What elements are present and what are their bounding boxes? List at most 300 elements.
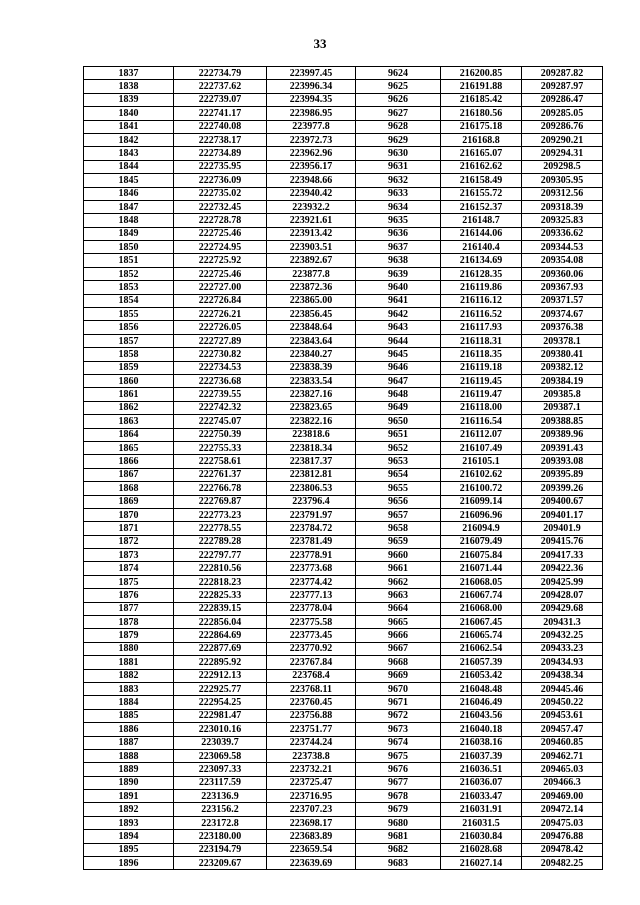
table-cell: 223921.61 <box>267 214 356 227</box>
table-cell: 9645 <box>356 348 441 361</box>
table-cell: 9673 <box>356 723 441 736</box>
table-cell: 223823.65 <box>267 401 356 414</box>
table-cell: 9625 <box>356 80 441 93</box>
table-cell: 1881 <box>84 656 174 669</box>
table-row <box>84 709 603 722</box>
table-cell: 216128.35 <box>441 267 522 280</box>
table-cell: 216119.86 <box>441 281 522 294</box>
table-cell: 209401.9 <box>522 522 603 535</box>
table-cell: 216067.74 <box>441 589 522 602</box>
table-cell: 1896 <box>84 857 174 870</box>
table-cell: 209453.61 <box>522 709 603 722</box>
table-cell: 209286.76 <box>522 120 603 133</box>
table-cell: 222742.32 <box>174 401 267 414</box>
table-cell: 223172.8 <box>174 816 267 829</box>
table-cell: 223097.33 <box>174 763 267 776</box>
table-cell: 209475.03 <box>522 816 603 829</box>
table-cell: 223768.11 <box>267 682 356 695</box>
table-cell: 9635 <box>356 214 441 227</box>
table-cell: 9658 <box>356 522 441 535</box>
table-cell: 216148.7 <box>441 214 522 227</box>
table-cell: 9630 <box>356 147 441 160</box>
table-cell: 1842 <box>84 133 174 146</box>
table-row <box>84 348 603 361</box>
table-cell: 1861 <box>84 388 174 401</box>
table-row <box>84 682 603 695</box>
table-cell: 209432.25 <box>522 629 603 642</box>
table-cell: 216033.47 <box>441 790 522 803</box>
table-cell: 1895 <box>84 843 174 856</box>
table-cell: 223848.64 <box>267 321 356 334</box>
table-cell: 9674 <box>356 736 441 749</box>
table-cell: 9659 <box>356 535 441 548</box>
table-cell: 209298.5 <box>522 160 603 173</box>
table-cell: 216031.5 <box>441 816 522 829</box>
table-cell: 9640 <box>356 281 441 294</box>
table-cell: 209286.47 <box>522 93 603 106</box>
table-row <box>84 602 603 615</box>
table-cell: 209371.57 <box>522 294 603 307</box>
table-cell: 223940.42 <box>267 187 356 200</box>
table-cell: 209422.36 <box>522 562 603 575</box>
table-cell: 1864 <box>84 428 174 441</box>
table-cell: 1890 <box>84 776 174 789</box>
table-cell: 223773.68 <box>267 562 356 575</box>
table-cell: 216037.39 <box>441 749 522 762</box>
table-cell: 209385.8 <box>522 388 603 401</box>
table-row <box>84 174 603 187</box>
table-cell: 9642 <box>356 308 441 321</box>
table-cell: 223812.81 <box>267 468 356 481</box>
table-cell: 222727.89 <box>174 334 267 347</box>
table-cell: 209476.88 <box>522 830 603 843</box>
table-cell: 1862 <box>84 401 174 414</box>
table-row <box>84 830 603 843</box>
table-cell: 209382.12 <box>522 361 603 374</box>
table-cell: 216068.05 <box>441 575 522 588</box>
table-cell: 9682 <box>356 843 441 856</box>
table-cell: 1872 <box>84 535 174 548</box>
table-row <box>84 321 603 334</box>
table-row <box>84 80 603 93</box>
table-cell: 1848 <box>84 214 174 227</box>
table-cell: 223136.9 <box>174 790 267 803</box>
table-cell: 223707.23 <box>267 803 356 816</box>
table-cell: 216031.91 <box>441 803 522 816</box>
table-cell: 1856 <box>84 321 174 334</box>
table-cell: 209367.93 <box>522 281 603 294</box>
table-cell: 222856.04 <box>174 616 267 629</box>
table-cell: 223806.53 <box>267 482 356 495</box>
table-cell: 209344.53 <box>522 241 603 254</box>
table-cell: 216038.16 <box>441 736 522 749</box>
table-cell: 223117.59 <box>174 776 267 789</box>
table-cell: 1855 <box>84 308 174 321</box>
table-cell: 216119.47 <box>441 388 522 401</box>
table-cell: 9683 <box>356 857 441 870</box>
table-cell: 209384.19 <box>522 374 603 387</box>
table-cell: 9636 <box>356 227 441 240</box>
table-row <box>84 120 603 133</box>
table-cell: 1843 <box>84 147 174 160</box>
table-cell: 216027.14 <box>441 857 522 870</box>
table-cell: 9661 <box>356 562 441 575</box>
table-row <box>84 214 603 227</box>
table-cell: 1849 <box>84 227 174 240</box>
table-cell: 9629 <box>356 133 441 146</box>
table-cell: 222727.00 <box>174 281 267 294</box>
table-row <box>84 696 603 709</box>
table-cell: 1871 <box>84 522 174 535</box>
table-cell: 223639.69 <box>267 857 356 870</box>
table-cell: 216079.49 <box>441 535 522 548</box>
table-cell: 209378.1 <box>522 334 603 347</box>
table-cell: 209325.83 <box>522 214 603 227</box>
table-cell: 222745.07 <box>174 415 267 428</box>
table-cell: 9643 <box>356 321 441 334</box>
table-cell: 223751.77 <box>267 723 356 736</box>
table-cell: 1846 <box>84 187 174 200</box>
table-row <box>84 763 603 776</box>
table-cell: 209472.14 <box>522 803 603 816</box>
table-cell: 1884 <box>84 696 174 709</box>
table-cell: 216036.07 <box>441 776 522 789</box>
table-row <box>84 160 603 173</box>
table-cell: 222912.13 <box>174 669 267 682</box>
table-cell: 209374.67 <box>522 308 603 321</box>
table-cell: 223996.34 <box>267 80 356 93</box>
table-cell: 209290.21 <box>522 133 603 146</box>
table-cell: 222925.77 <box>174 682 267 695</box>
table-cell: 209285.05 <box>522 107 603 120</box>
table-row <box>84 776 603 789</box>
table-cell: 9654 <box>356 468 441 481</box>
table-cell: 9637 <box>356 241 441 254</box>
table-cell: 216118.00 <box>441 401 522 414</box>
table-cell: 216048.48 <box>441 682 522 695</box>
table-cell: 222734.53 <box>174 361 267 374</box>
table-cell: 216200.85 <box>441 67 522 80</box>
table-cell: 216096.96 <box>441 508 522 521</box>
table-cell: 9641 <box>356 294 441 307</box>
table-cell: 222728.78 <box>174 214 267 227</box>
table-cell: 222825.33 <box>174 589 267 602</box>
table-cell: 216030.84 <box>441 830 522 843</box>
table-row <box>84 374 603 387</box>
table-cell: 9670 <box>356 682 441 695</box>
table-row <box>84 749 603 762</box>
table-cell: 223659.54 <box>267 843 356 856</box>
table-cell: 216168.8 <box>441 133 522 146</box>
table-row <box>84 267 603 280</box>
table-cell: 209438.34 <box>522 669 603 682</box>
table-cell: 223180.00 <box>174 830 267 843</box>
table-cell: 223972.73 <box>267 133 356 146</box>
table-cell: 9644 <box>356 334 441 347</box>
table-cell: 223892.67 <box>267 254 356 267</box>
table-cell: 9681 <box>356 830 441 843</box>
table-cell: 222735.95 <box>174 160 267 173</box>
table-cell: 209388.85 <box>522 415 603 428</box>
table-cell: 223838.39 <box>267 361 356 374</box>
table-cell: 1879 <box>84 629 174 642</box>
table-cell: 223818.6 <box>267 428 356 441</box>
table-cell: 9666 <box>356 629 441 642</box>
table-cell: 216075.84 <box>441 549 522 562</box>
table-cell: 222981.47 <box>174 709 267 722</box>
table-cell: 9671 <box>356 696 441 709</box>
table-cell: 9665 <box>356 616 441 629</box>
table-cell: 223698.17 <box>267 816 356 829</box>
table-cell: 223781.49 <box>267 535 356 548</box>
table-cell: 223194.79 <box>174 843 267 856</box>
table-cell: 223738.8 <box>267 749 356 762</box>
table-cell: 9639 <box>356 267 441 280</box>
table-cell: 216065.74 <box>441 629 522 642</box>
table-cell: 1866 <box>84 455 174 468</box>
table-cell: 1894 <box>84 830 174 843</box>
table-body <box>84 67 603 870</box>
table-cell: 223777.13 <box>267 589 356 602</box>
table-cell: 209399.26 <box>522 482 603 495</box>
table-cell: 223768.4 <box>267 669 356 682</box>
table-cell: 209428.07 <box>522 589 603 602</box>
table-cell: 209294.31 <box>522 147 603 160</box>
table-cell: 1863 <box>84 415 174 428</box>
table-row <box>84 843 603 856</box>
table-cell: 223817.37 <box>267 455 356 468</box>
table-cell: 222877.69 <box>174 642 267 655</box>
table-cell: 222736.68 <box>174 374 267 387</box>
table-cell: 216040.18 <box>441 723 522 736</box>
table-row <box>84 535 603 548</box>
table-cell: 1883 <box>84 682 174 695</box>
table-cell: 223932.2 <box>267 200 356 213</box>
table-row <box>84 455 603 468</box>
table-cell: 1865 <box>84 441 174 454</box>
table-row <box>84 361 603 374</box>
table-cell: 9655 <box>356 482 441 495</box>
table-cell: 223774.42 <box>267 575 356 588</box>
table-cell: 223756.88 <box>267 709 356 722</box>
table-row <box>84 468 603 481</box>
table-cell: 223039.7 <box>174 736 267 749</box>
table-cell: 1885 <box>84 709 174 722</box>
table-cell: 1880 <box>84 642 174 655</box>
table-cell: 222725.46 <box>174 267 267 280</box>
table-cell: 222758.61 <box>174 455 267 468</box>
table-cell: 209400.67 <box>522 495 603 508</box>
table-cell: 1878 <box>84 616 174 629</box>
table-cell: 216134.69 <box>441 254 522 267</box>
table-row <box>84 857 603 870</box>
table-cell: 223791.97 <box>267 508 356 521</box>
table-cell: 209336.62 <box>522 227 603 240</box>
table-cell: 9638 <box>356 254 441 267</box>
table-cell: 209460.85 <box>522 736 603 749</box>
table-cell: 1888 <box>84 749 174 762</box>
table-cell: 1868 <box>84 482 174 495</box>
table-cell: 216175.18 <box>441 120 522 133</box>
table-cell: 223784.72 <box>267 522 356 535</box>
table-cell: 209360.06 <box>522 267 603 280</box>
table-cell: 223773.45 <box>267 629 356 642</box>
table-cell: 216105.1 <box>441 455 522 468</box>
table-cell: 9657 <box>356 508 441 521</box>
table-cell: 1840 <box>84 107 174 120</box>
table-cell: 223903.51 <box>267 241 356 254</box>
table-cell: 222737.62 <box>174 80 267 93</box>
table-cell: 216116.12 <box>441 294 522 307</box>
table-cell: 216118.31 <box>441 334 522 347</box>
table-cell: 222734.89 <box>174 147 267 160</box>
table-cell: 1886 <box>84 723 174 736</box>
table-cell: 223997.45 <box>267 67 356 80</box>
table-cell: 223822.16 <box>267 415 356 428</box>
table-cell: 223770.92 <box>267 642 356 655</box>
table-cell: 209425.99 <box>522 575 603 588</box>
table-cell: 223683.89 <box>267 830 356 843</box>
table-cell: 9680 <box>356 816 441 829</box>
table-cell: 222778.55 <box>174 522 267 535</box>
table-cell: 222769.87 <box>174 495 267 508</box>
table-row <box>84 133 603 146</box>
table-cell: 209466.3 <box>522 776 603 789</box>
table-cell: 9652 <box>356 441 441 454</box>
table-row <box>84 656 603 669</box>
table-cell: 209465.03 <box>522 763 603 776</box>
table-cell: 222724.95 <box>174 241 267 254</box>
table-cell: 223818.34 <box>267 441 356 454</box>
table-cell: 209387.1 <box>522 401 603 414</box>
table-cell: 223956.17 <box>267 160 356 173</box>
table-cell: 209395.89 <box>522 468 603 481</box>
table-row <box>84 616 603 629</box>
table-cell: 209478.42 <box>522 843 603 856</box>
table-cell: 223778.04 <box>267 602 356 615</box>
table-cell: 1853 <box>84 281 174 294</box>
table-cell: 9648 <box>356 388 441 401</box>
table-row <box>84 294 603 307</box>
table-cell: 9664 <box>356 602 441 615</box>
table-row <box>84 415 603 428</box>
table-row <box>84 669 603 682</box>
table-cell: 9651 <box>356 428 441 441</box>
table-cell: 223994.35 <box>267 93 356 106</box>
table-cell: 1874 <box>84 562 174 575</box>
table-cell: 216144.06 <box>441 227 522 240</box>
table-cell: 222726.84 <box>174 294 267 307</box>
table-cell: 223778.91 <box>267 549 356 562</box>
table-row <box>84 227 603 240</box>
table-cell: 216116.52 <box>441 308 522 321</box>
table-cell: 9634 <box>356 200 441 213</box>
table-cell: 216094.9 <box>441 522 522 535</box>
table-cell: 9677 <box>356 776 441 789</box>
table-cell: 209429.68 <box>522 602 603 615</box>
table-cell: 223760.45 <box>267 696 356 709</box>
table-cell: 223156.2 <box>174 803 267 816</box>
table-row <box>84 495 603 508</box>
table-cell: 9668 <box>356 656 441 669</box>
table-row <box>84 334 603 347</box>
table-cell: 216119.45 <box>441 374 522 387</box>
table-cell: 222789.28 <box>174 535 267 548</box>
table-cell: 216185.42 <box>441 93 522 106</box>
table-cell: 9632 <box>356 174 441 187</box>
table-cell: 1841 <box>84 120 174 133</box>
table-cell: 222740.08 <box>174 120 267 133</box>
table-cell: 216046.49 <box>441 696 522 709</box>
table-row <box>84 401 603 414</box>
table-cell: 1857 <box>84 334 174 347</box>
table-cell: 9631 <box>356 160 441 173</box>
table-row <box>84 147 603 160</box>
table-cell: 1877 <box>84 602 174 615</box>
coordinates-table <box>83 66 603 870</box>
table-cell: 209462.71 <box>522 749 603 762</box>
table-cell: 1858 <box>84 348 174 361</box>
table-cell: 9679 <box>356 803 441 816</box>
table-cell: 223856.45 <box>267 308 356 321</box>
table-row <box>84 723 603 736</box>
table-cell: 222730.82 <box>174 348 267 361</box>
table-row <box>84 107 603 120</box>
table-cell: 222797.77 <box>174 549 267 562</box>
table-cell: 216057.39 <box>441 656 522 669</box>
table-cell: 222725.46 <box>174 227 267 240</box>
table-cell: 1892 <box>84 803 174 816</box>
table-cell: 222839.15 <box>174 602 267 615</box>
table-cell: 222954.25 <box>174 696 267 709</box>
table-cell: 209376.38 <box>522 321 603 334</box>
table-cell: 1838 <box>84 80 174 93</box>
table-cell: 222761.37 <box>174 468 267 481</box>
table-cell: 9656 <box>356 495 441 508</box>
table-cell: 223725.47 <box>267 776 356 789</box>
table-cell: 216116.54 <box>441 415 522 428</box>
table-cell: 209469.00 <box>522 790 603 803</box>
table-cell: 216191.88 <box>441 80 522 93</box>
table-cell: 216036.51 <box>441 763 522 776</box>
table-row <box>84 508 603 521</box>
table-cell: 222739.55 <box>174 388 267 401</box>
table-cell: 1870 <box>84 508 174 521</box>
table-cell: 9627 <box>356 107 441 120</box>
table-cell: 216152.37 <box>441 200 522 213</box>
table-cell: 9647 <box>356 374 441 387</box>
table-cell: 209380.41 <box>522 348 603 361</box>
table-cell: 9662 <box>356 575 441 588</box>
table-cell: 216119.18 <box>441 361 522 374</box>
table-row <box>84 187 603 200</box>
table-row <box>84 482 603 495</box>
table-cell: 223744.24 <box>267 736 356 749</box>
table-row <box>84 589 603 602</box>
table-cell: 9628 <box>356 120 441 133</box>
table-row <box>84 388 603 401</box>
table-cell: 216053.42 <box>441 669 522 682</box>
table-cell: 222810.56 <box>174 562 267 575</box>
table-cell: 216107.49 <box>441 441 522 454</box>
table-cell: 1867 <box>84 468 174 481</box>
table-cell: 223010.16 <box>174 723 267 736</box>
table-cell: 209318.39 <box>522 200 603 213</box>
table-row <box>84 241 603 254</box>
table-cell: 9678 <box>356 790 441 803</box>
table-cell: 9633 <box>356 187 441 200</box>
table-cell: 222738.17 <box>174 133 267 146</box>
